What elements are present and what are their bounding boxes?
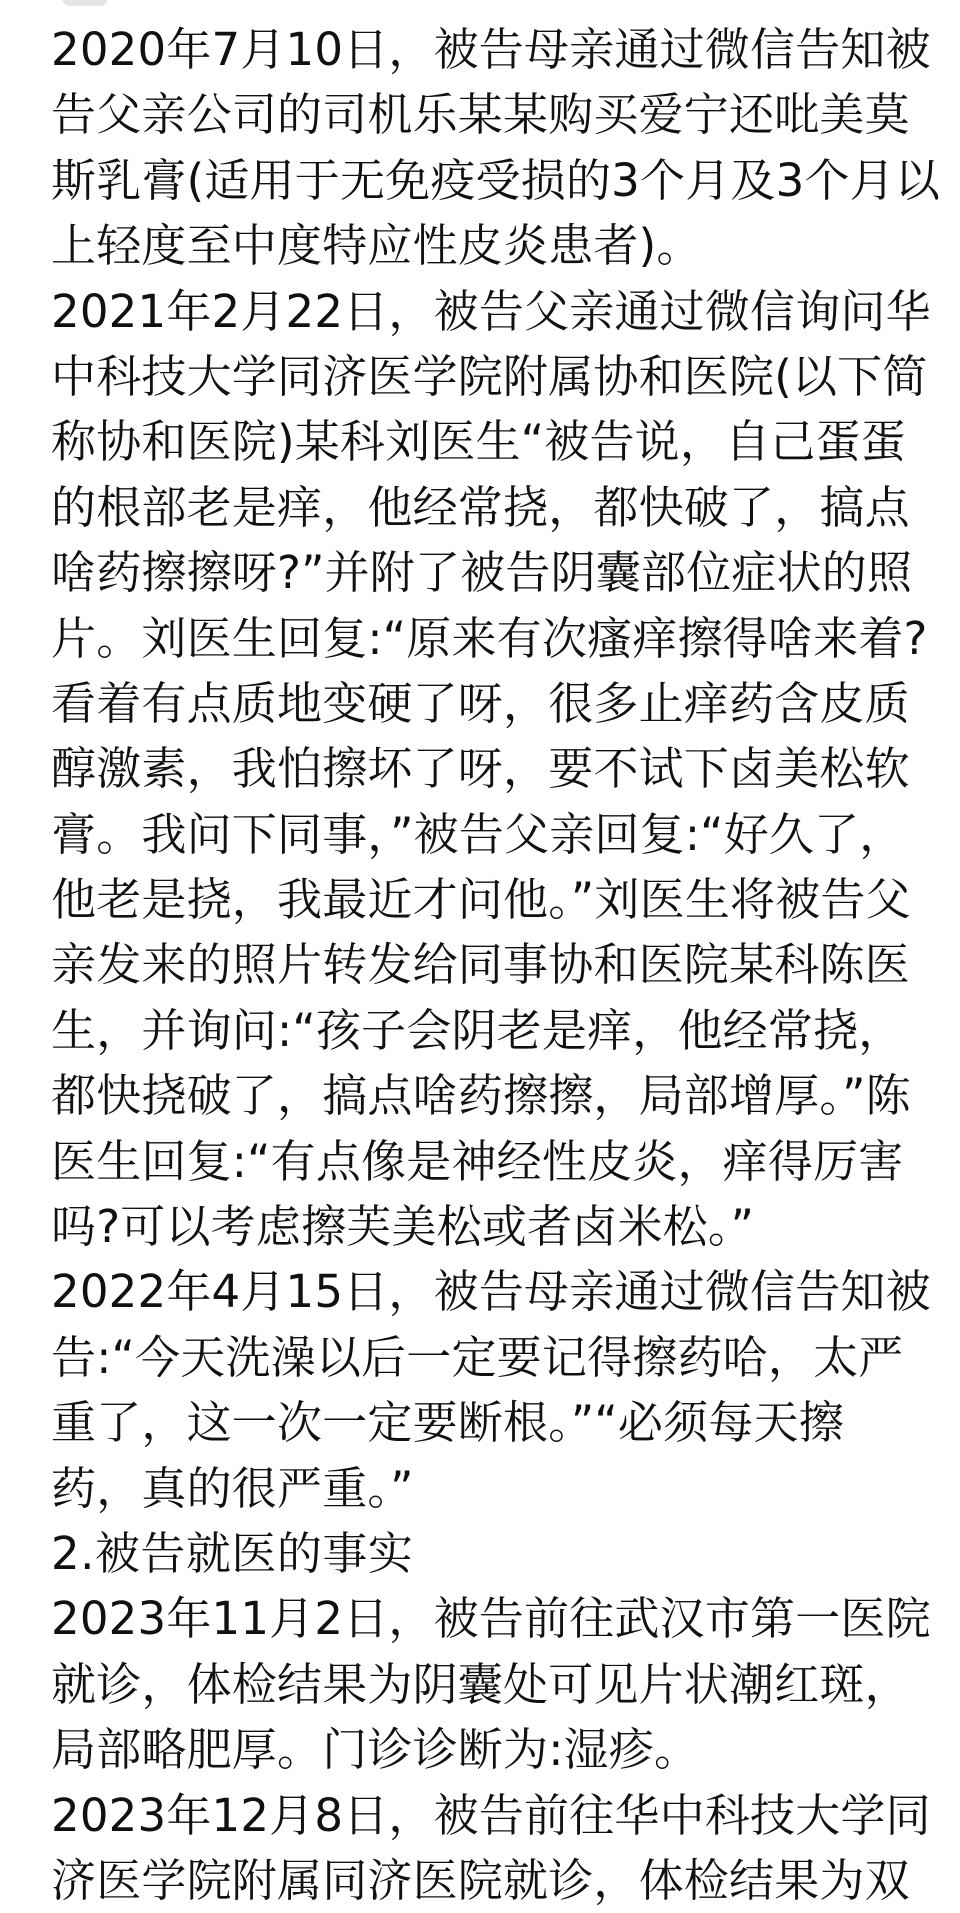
text-line: 膏。我问下同事，”被告父亲回复:“好久了， <box>51 807 905 861</box>
text-line: 告:“今天洗澡以后一定要记得擦药哈，太严 <box>51 1330 904 1384</box>
cropped-top-mark <box>62 0 108 6</box>
text-line: 重了，这一次一定要断根。”“必须每天擦 <box>51 1396 844 1450</box>
text-line: 他老是挠，我最近才问他。”刘医生将被告父 <box>51 873 911 927</box>
text-line: 医生回复:“有点像是神经性皮炎，痒得厉害 <box>51 1134 904 1188</box>
text-line: 亲发来的照片转发给同事协和医院某科陈医 <box>51 938 910 992</box>
text-line: 就诊，体检结果为阴囊处可见片状潮红斑， <box>51 1657 910 1711</box>
text-line: 2023年12月8日，被告前往华中科技大学同 <box>51 1788 931 1842</box>
document-body <box>51 17 941 1907</box>
text-line: 吗?可以考虑擦芙美松或者卤米松。” <box>51 1200 755 1254</box>
section-heading: 2.被告就医的事实 <box>51 1526 414 1580</box>
text-line: 醇激素，我怕擦坏了呀，要不试下卤美松软 <box>51 742 910 796</box>
text-line: 局部略肥厚。门诊诊断为:湿疹。 <box>51 1723 700 1777</box>
text-line: 的根部老是痒，他经常挠，都快破了，搞点 <box>51 480 910 534</box>
text-line: 告父亲公司的司机乐某某购买爱宁还吡美莫 <box>51 88 910 142</box>
text-line: 2023年11月2日，被告前往武汉市第一医院 <box>51 1592 931 1646</box>
text-line: 2021年2月22日，被告父亲通过微信询问华 <box>51 284 931 338</box>
text-line: 上轻度至中度特应性皮炎患者)。 <box>51 219 702 273</box>
text-line: 片。刘医生回复:“原来有次瘙痒擦得啥来着? <box>51 611 928 665</box>
text-line-partial: 济医学院附属同济医院就诊，体检结果为双 <box>51 1853 910 1907</box>
text-line: 啥药擦擦呀?”并附了被告阴囊部位症状的照 <box>51 546 913 600</box>
text-line: 2020年7月10日，被告母亲通过微信告知被 <box>51 23 931 76</box>
text-line: 2022年4月15日，被告母亲通过微信告知被 <box>51 1265 931 1319</box>
text-line: 生，并询问:“孩子会阴老是痒，他经常挠， <box>51 1003 904 1057</box>
text-line: 都快挠破了，搞点啥药擦擦，局部增厚。”陈 <box>51 1069 911 1123</box>
text-line: 药，真的很严重。” <box>51 1461 414 1515</box>
text-line: 看着有点质地变硬了呀，很多止痒药含皮质 <box>51 676 910 730</box>
text-line: 称协和医院)某科刘医生“被告说，自己蛋蛋 <box>51 415 906 469</box>
text-line: 斯乳膏(适用于无免疫受损的3个月及3个月以 <box>51 153 941 207</box>
text-line: 中科技大学同济医学院附属协和医院(以下简 <box>51 349 928 403</box>
